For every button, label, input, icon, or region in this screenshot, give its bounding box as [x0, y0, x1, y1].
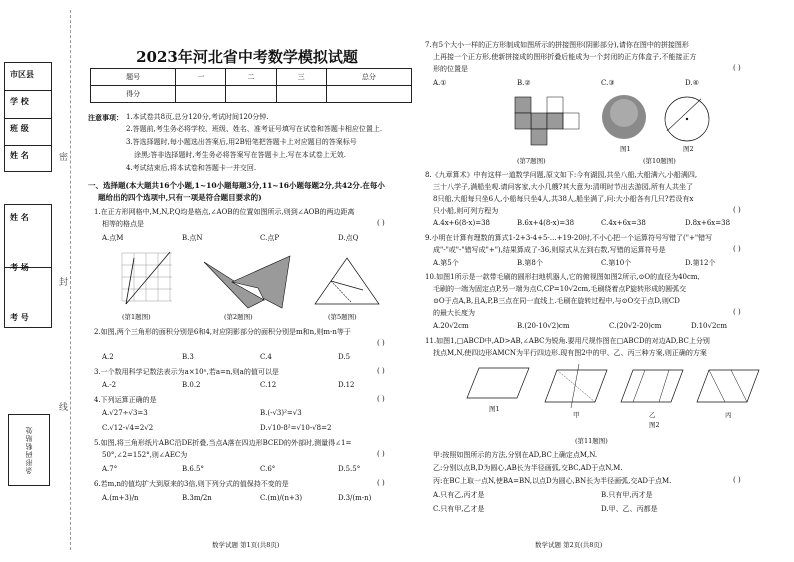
barcode-label: 条形码粘贴处 — [25, 426, 33, 474]
q5-option[interactable]: B.6.5° — [182, 465, 205, 473]
fig-parallelogram-1 — [465, 364, 535, 404]
figure-caption: 图1 — [620, 145, 631, 153]
score-header: 总分 — [326, 69, 411, 86]
q5-option[interactable]: C.6° — [260, 465, 276, 473]
q6-option[interactable]: A.(m+3)/n — [102, 494, 139, 502]
seal-line — [70, 10, 71, 550]
q3-option[interactable]: B.0.2 — [182, 381, 201, 389]
answer-paren[interactable]: ( ) — [377, 367, 385, 375]
note-item: 2.答题前,考生务必将学校、班级、姓名、准考证号填写在试卷和答题卡相应位置上. — [126, 125, 383, 133]
q5-text: 5.如图,将三角形纸片ABC沿DE折叠,当点A落在四边形BCED的外部时,测量得∠1= — [94, 439, 352, 447]
q11-option[interactable]: C.只有甲,乙才是 — [433, 505, 485, 513]
q10-text: 的最大长度为 — [433, 309, 475, 317]
figure-caption: (第2题图) — [224, 313, 253, 321]
figure-caption: (第1题图) — [122, 313, 151, 321]
score-cell[interactable] — [226, 86, 276, 103]
q8-text: 8只船,大船每只坐6人,小船每只坐4人,共38人,船坐满了,问:大小船各有几只?若设有x — [433, 195, 694, 203]
q8-text: 三十八学子,满船坐观.请问客家,大小几艘?其大意为:清明时节出去游园,所有人共坐了 — [433, 183, 694, 191]
q7-text: 7.有5个大小一样的正方形制成如图所示的拼接图形(阴影部分),请你在图中的拼接图形 — [425, 41, 689, 49]
q10-text: 毛刷的一端为固定点P,另一端为点C,CP=10√2cm,毛刷绕着点P旋转形成的圆弧交 — [433, 285, 687, 293]
figure-caption: 图2 — [649, 421, 660, 429]
note-item: 3.答选择题时,每小题选出答案后,用2B铅笔把答题卡上对应题目的答案标号 — [126, 138, 357, 146]
sidebar-field: 考 场 — [10, 262, 29, 272]
q11-option[interactable]: B.只有甲,丙才是 — [601, 491, 653, 499]
answer-paren[interactable]: ( ) — [377, 339, 385, 347]
score-cell[interactable] — [326, 86, 411, 103]
q11-method: 甲:按照如图所示的方法,分别在AD,BC上确定点M,N. — [433, 451, 598, 459]
q7-option[interactable]: B.② — [517, 79, 531, 87]
q10-option[interactable]: D.10√2cm — [691, 322, 727, 330]
figure-caption: (第7题图) — [517, 157, 546, 165]
q1-text: 1.在正方形网格中,M,N,P,Q均是格点,∠AOB的位置如图所示,则到∠AOB的两边距离 — [94, 208, 355, 216]
q6-option[interactable]: D.3/(m-n) — [338, 494, 372, 502]
sidebar-field: 学 校 — [10, 96, 29, 106]
q5-option[interactable]: D.5.5° — [338, 465, 361, 473]
sidebar-field: 市区县 — [10, 69, 34, 79]
answer-paren[interactable]: ( ) — [733, 64, 741, 72]
seal-mark: 封 — [59, 278, 69, 288]
q4-option[interactable]: A.√27÷√3=3 — [102, 409, 148, 417]
fig-method-bing — [695, 362, 765, 410]
q11-option[interactable]: A.只有乙,丙才是 — [433, 491, 485, 499]
answer-paren[interactable]: ( ) — [377, 450, 385, 458]
section-heading: 一、选择题(本大题共16个小题,1~10小题每题3分,11~16小题每题2分,共42分.在每小 — [88, 181, 385, 190]
q4-option[interactable]: C.√12-√4=2√2 — [102, 424, 154, 432]
figure-caption: 图2 — [683, 145, 694, 153]
q2-option[interactable]: A.2 — [102, 353, 114, 361]
answer-paren[interactable]: ( ) — [377, 479, 385, 487]
q11-text: 找点M,N,使四边形AMCN为平行四边形.现有图2中的甲、乙、丙三种方案,则正确的方案 — [433, 349, 707, 357]
q6-option[interactable]: B.3m/2n — [182, 494, 212, 502]
sidebar-field: 姓 名 — [10, 212, 29, 222]
fig-method-jia — [543, 362, 613, 410]
answer-paren[interactable]: ( ) — [733, 476, 741, 484]
q9-text: 成"-"或"-"错写成"+"),结果算成了-36,则原式从左到右数,写错的运算符号是 — [433, 246, 666, 254]
q1-option[interactable]: B.点N — [182, 234, 203, 242]
answer-paren[interactable]: ( ) — [733, 206, 741, 214]
q5-text: 50°,∠2=152°,则∠AEC为 — [102, 451, 188, 459]
q8-text: 8.《九章算术》中有这样一道数学问题,原文如下:今有湖园,共坐八船,大船满六,小船满四, — [425, 171, 698, 179]
q4-option[interactable]: D.√10-8²=√10-√8=2 — [260, 424, 332, 432]
q9-option[interactable]: B.第8个 — [517, 259, 543, 267]
figure-caption: (第11题图) — [575, 437, 608, 445]
fig-grid-angle — [112, 248, 182, 310]
q3-option[interactable]: C.12 — [260, 381, 277, 389]
fig-folded-triangle — [307, 250, 387, 310]
q10-text: ⊙O于点A,B,且A,P,B三点在同一直线上.毛刷在旋转过程中,与⊙O交于点D,则CD — [433, 297, 680, 305]
score-header: 一 — [176, 69, 226, 86]
answer-paren[interactable]: ( ) — [377, 395, 385, 403]
q11-method: 乙:分别以点B,D为圆心,AB长为半径画弧,交BC,AD于点N,M. — [433, 464, 623, 472]
q9-option[interactable]: C.第10个 — [601, 259, 632, 267]
sidebar-field: 班 级 — [10, 123, 29, 133]
figure-caption: (第5题图) — [328, 313, 357, 321]
score-cell[interactable] — [176, 86, 226, 103]
q8-option[interactable]: D.8x+6x=38 — [685, 219, 731, 227]
figure-caption: 丙 — [725, 411, 732, 419]
q10-option[interactable]: C.(20√2-20)cm — [609, 322, 662, 330]
q8-option[interactable]: C.4x+6x=38 — [601, 219, 646, 227]
q7-option[interactable]: C.③ — [601, 79, 615, 87]
section-heading-2: 题给出的四个选项中,只有一项是符合题目要求的) — [98, 193, 262, 202]
q5-option[interactable]: A.7° — [102, 465, 118, 473]
q3-option[interactable]: D.12 — [338, 381, 355, 389]
q8-option[interactable]: A.4x+6(8-x)=38 — [433, 219, 491, 227]
binding-sidebar — [0, 0, 69, 562]
figure-caption: 图1 — [489, 405, 500, 413]
seal-mark: 密 — [59, 153, 69, 163]
q8-option[interactable]: B.6x+4(8-x)=38 — [517, 219, 575, 227]
score-table — [90, 68, 412, 103]
score-row-label: 得分 — [91, 86, 176, 103]
q7-text: 上再接一个正方形,使新拼接成的图形折叠后能成为一个封闭的正方体盒子,不能接正方 — [433, 53, 697, 61]
fig-circle-brush — [657, 93, 717, 145]
page-footer: 数学试题 第2页(共8页) — [535, 541, 603, 549]
q1-option[interactable]: D.点Q — [338, 234, 359, 242]
exam-title: 2023年河北省中考数学模拟试题 — [136, 48, 358, 66]
barcode-box — [8, 414, 50, 486]
fig-overlapping-triangles — [202, 252, 292, 310]
note-item: 4.考试结束后,将本试卷和答题卡一并交回. — [126, 164, 257, 172]
q4-option[interactable]: B.(-√3)²=√3 — [260, 409, 302, 417]
q2-option[interactable]: D.5 — [338, 353, 351, 361]
fig-method-yi — [619, 362, 689, 410]
q7-option[interactable]: D.④ — [685, 79, 699, 87]
q11-option[interactable]: D.甲、乙、丙都是 — [601, 505, 658, 513]
q3-option[interactable]: A.-2 — [102, 381, 117, 389]
sidebar-field: 姓 名 — [10, 150, 29, 160]
q9-text: 9.小明在计算有理数的算式1-2+3-4+5-…+19-20时,不小心把一个运算符号写错了("+"错写 — [425, 234, 713, 242]
q7-option[interactable]: A.① — [433, 79, 447, 87]
q2-option[interactable]: B.3 — [182, 353, 194, 361]
answer-paren[interactable]: ( ) — [733, 245, 741, 253]
answer-paren[interactable]: ( ) — [733, 308, 741, 316]
figure-caption: (第10题图) — [643, 157, 676, 165]
q10-option[interactable]: B.(20-10√2)cm — [517, 322, 570, 330]
q11-text: 11.如图1,□ABCD中,AD>AB,∠ABC为锐角.要用尺规作图在□ABCD的对边AD,BC上分别 — [425, 337, 710, 345]
q4-text: 4.下列运算正确的是 — [94, 396, 157, 404]
fig-net-squares — [505, 93, 585, 153]
q9-option[interactable]: D.第12个 — [685, 259, 716, 267]
q2-text: 2.如图,两个三角形的面积分别是6和4,对应阴影部分的面积分别是m和n,则m-n等于 — [94, 328, 351, 336]
score-header: 题号 — [91, 69, 176, 86]
score-cell[interactable] — [276, 86, 326, 103]
q9-option[interactable]: A.第5个 — [433, 259, 459, 267]
notes-heading: 注意事项： — [88, 113, 123, 122]
q7-text: 形的位置是 — [433, 65, 468, 73]
answer-paren[interactable]: ( ) — [377, 219, 385, 227]
q10-text: 10.如图1所示是一款带毛刷的圆形扫地机器人,它的俯视图如图2所示,⊙O的直径为40cm, — [425, 273, 700, 281]
figure-caption: 甲 — [573, 411, 580, 419]
page-footer: 数学试题 第1页(共8页) — [212, 541, 280, 549]
score-header: 二 — [226, 69, 276, 86]
q2-option[interactable]: C.4 — [260, 353, 272, 361]
q1-option[interactable]: A.点M — [102, 234, 124, 242]
score-header: 三 — [276, 69, 326, 86]
note-item: 1.本试卷共8页,总分120分,考试时间120分钟. — [126, 113, 269, 121]
q3-text: 3.一个数用科学记数法表示为a×10ⁿ,若a=n,则a的值可以是 — [94, 368, 279, 376]
sidebar-field: 考 号 — [10, 312, 29, 322]
q1-option[interactable]: C.点P — [260, 234, 280, 242]
q8-text: 只小船,则可列方程为 — [433, 207, 499, 215]
q11-method: 丙:在BC上取一点N,使BA=BN,以点D为圆心,BN长为半径画弧,交AD于点M. — [433, 477, 672, 485]
fig-robot-photo — [600, 93, 648, 141]
q1-text: 相等的格点是 — [102, 220, 144, 228]
note-item: 涂黑;答非选择题时,考生务必将答案写在答题卡上.写在本试卷上无效. — [134, 151, 347, 159]
seal-mark: 线 — [59, 403, 69, 413]
q6-text: 6.若m,n的值均扩大到原来的3倍,则下列分式的值保持不变的是 — [94, 480, 289, 488]
q6-option[interactable]: C.(m)/(n+3) — [260, 494, 303, 502]
figure-caption: 乙 — [649, 411, 656, 419]
q10-option[interactable]: A.20√2cm — [433, 322, 469, 330]
